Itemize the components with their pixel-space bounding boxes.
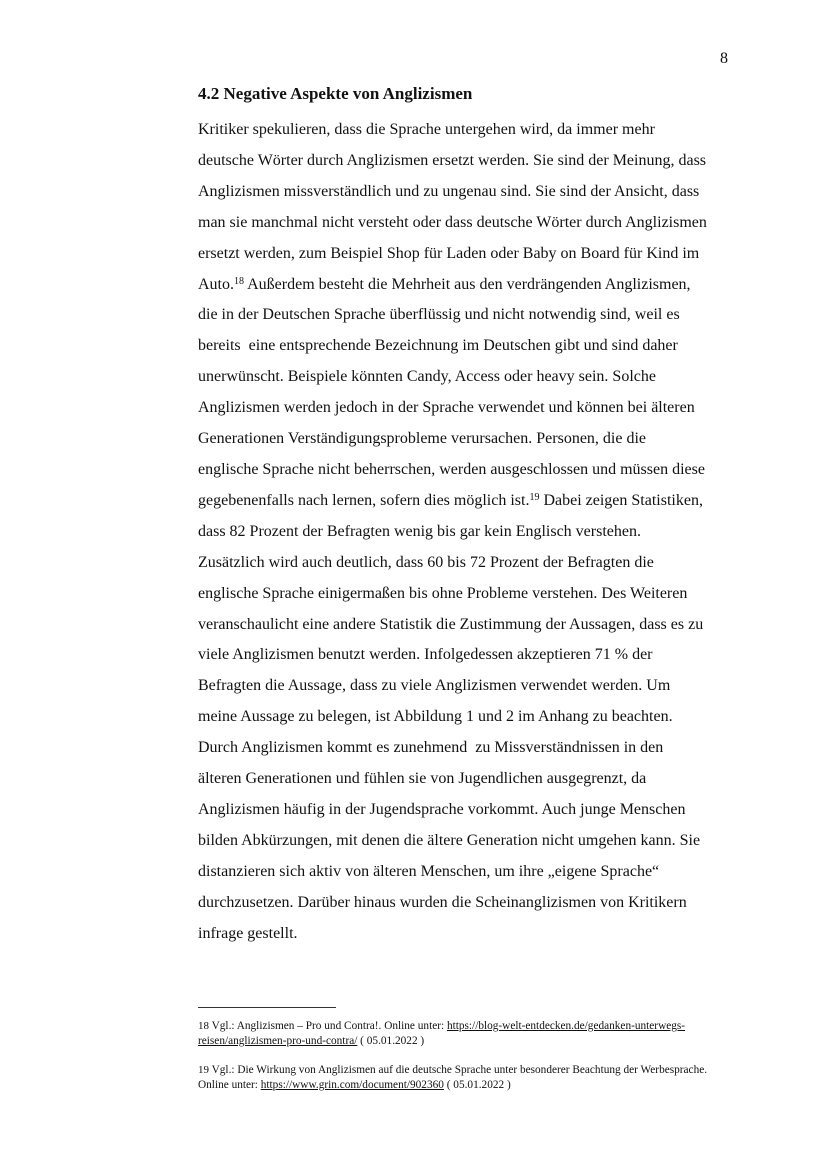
text-line: Anglizismen häufig in der Jugendsprache vorkommt. Auch junge Menschen bbox=[198, 800, 686, 818]
text-fragment: Auto. bbox=[198, 275, 234, 293]
text-line: ersetzt werden, zum Beispiel Shop für Laden oder Baby on Board für Kind im bbox=[198, 244, 700, 262]
text-line: unerwünscht. Beispiele könnten Candy, Access oder heavy sein. Solche bbox=[198, 368, 656, 386]
footnote-18 bbox=[198, 1019, 718, 1049]
text-line: bereits eine entsprechende Bezeichnung im Deutschen gibt und sind daher bbox=[198, 337, 678, 355]
text-fragment: Außerdem besteht die Mehrheit aus den verdrängenden Anglizismen, bbox=[244, 275, 691, 293]
text-line: Zusätzlich wird auch deutlich, dass 60 bis 72 Prozent der Befragten die bbox=[198, 553, 654, 571]
text-line: englische Sprache einigermaßen bis ohne Probleme verstehen. Des Weiteren bbox=[198, 584, 688, 602]
text-line: englische Sprache nicht beherrschen, werden ausgeschlossen und müssen diese bbox=[198, 460, 705, 478]
body-text bbox=[198, 115, 738, 949]
text-line: deutsche Wörter durch Anglizismen ersetzt werden. Sie sind der Meinung, dass bbox=[198, 151, 707, 169]
footnote-number: 19 bbox=[198, 1064, 209, 1076]
footnote-text: Vgl.: Die Wirkung von Anglizismen auf die deutsche Sprache unter besonderer Beachtung der Werbesprache. Online unter: bbox=[198, 1064, 708, 1091]
text-line: Kritiker spekulieren, dass die Sprache untergehen wird, da immer mehr bbox=[198, 121, 655, 138]
text-line: viele Anglizismen benutzt werden. Infolgedessen akzeptieren 71 % der bbox=[198, 646, 653, 664]
text-line: Befragten die Aussage, dass zu viele Anglizismen verwendet werden. Um bbox=[198, 677, 671, 695]
text-line bbox=[198, 270, 738, 301]
footnote-date: ( 05.01.2022 ) bbox=[443, 1079, 511, 1091]
footnote-ref-18[interactable]: 18 bbox=[234, 275, 244, 287]
text-line: veranschaulicht eine andere Statistik die Zustimmung der Aussagen, dass es zu bbox=[198, 615, 704, 633]
text-line: Generationen Verständigungsprobleme verursachen. Personen, die die bbox=[198, 430, 647, 448]
text-line: infrage gestellt. bbox=[198, 924, 298, 942]
footnote-number: 18 bbox=[198, 1020, 209, 1032]
footnote-19 bbox=[198, 1063, 718, 1093]
text-fragment: gegebenenfalls nach lernen, sofern dies möglich ist. bbox=[198, 491, 530, 509]
footnote-divider bbox=[198, 1007, 336, 1008]
text-line: bilden Abkürzungen, mit denen die ältere Generation nicht umgehen kann. Sie bbox=[198, 831, 701, 849]
footnote-link[interactable]: https://www.grin.com/document/902360 bbox=[260, 1079, 444, 1091]
text-line: Durch Anglizismen kommt es zunehmend zu Missverständnissen in den bbox=[198, 739, 664, 757]
text-line: meine Aussage zu belegen, ist Abbildung 1 und 2 im Anhang zu beachten. bbox=[198, 708, 673, 726]
page-number: 8 bbox=[720, 50, 728, 67]
text-line: die in der Deutschen Sprache überflüssig und nicht notwendig sind, weil es bbox=[198, 306, 680, 324]
footnote-text: Vgl.: Anglizismen – Pro und Contra!. Online unter: bbox=[209, 1020, 447, 1032]
footnote-date: ( 05.01.2022 ) bbox=[357, 1035, 425, 1047]
text-line: älteren Generationen und fühlen sie von Jugendlichen ausgegrenzt, da bbox=[198, 770, 647, 788]
text-line: distanzieren sich aktiv von älteren Menschen, um ihre „eigene Sprache“ bbox=[198, 862, 660, 880]
section-heading: 4.2 Negative Aspekte von Anglizismen bbox=[198, 84, 473, 103]
text-line bbox=[198, 486, 738, 517]
footnote-ref-19[interactable]: 19 bbox=[529, 491, 540, 503]
text-line: man sie manchmal nicht versteht oder dass deutsche Wörter durch Anglizismen bbox=[198, 213, 707, 231]
text-line: dass 82 Prozent der Befragten wenig bis gar kein Englisch verstehen. bbox=[198, 522, 641, 540]
text-line: Anglizismen missverständlich und zu ungenau sind. Sie sind der Ansicht, dass bbox=[198, 182, 700, 200]
footnote-link[interactable]: https://blog-welt-entdecken.de/gedanken-unterwegs-reisen/anglizismen-pro-und-contra/ bbox=[198, 1020, 686, 1047]
text-line: Anglizismen werden jedoch in der Sprache verwendet und können bei älteren bbox=[198, 399, 695, 417]
text-fragment: Dabei zeigen Statistiken, bbox=[539, 491, 703, 509]
text-line: durchzusetzen. Darüber hinaus wurden die Scheinanglizismen von Kritikern bbox=[198, 893, 687, 911]
